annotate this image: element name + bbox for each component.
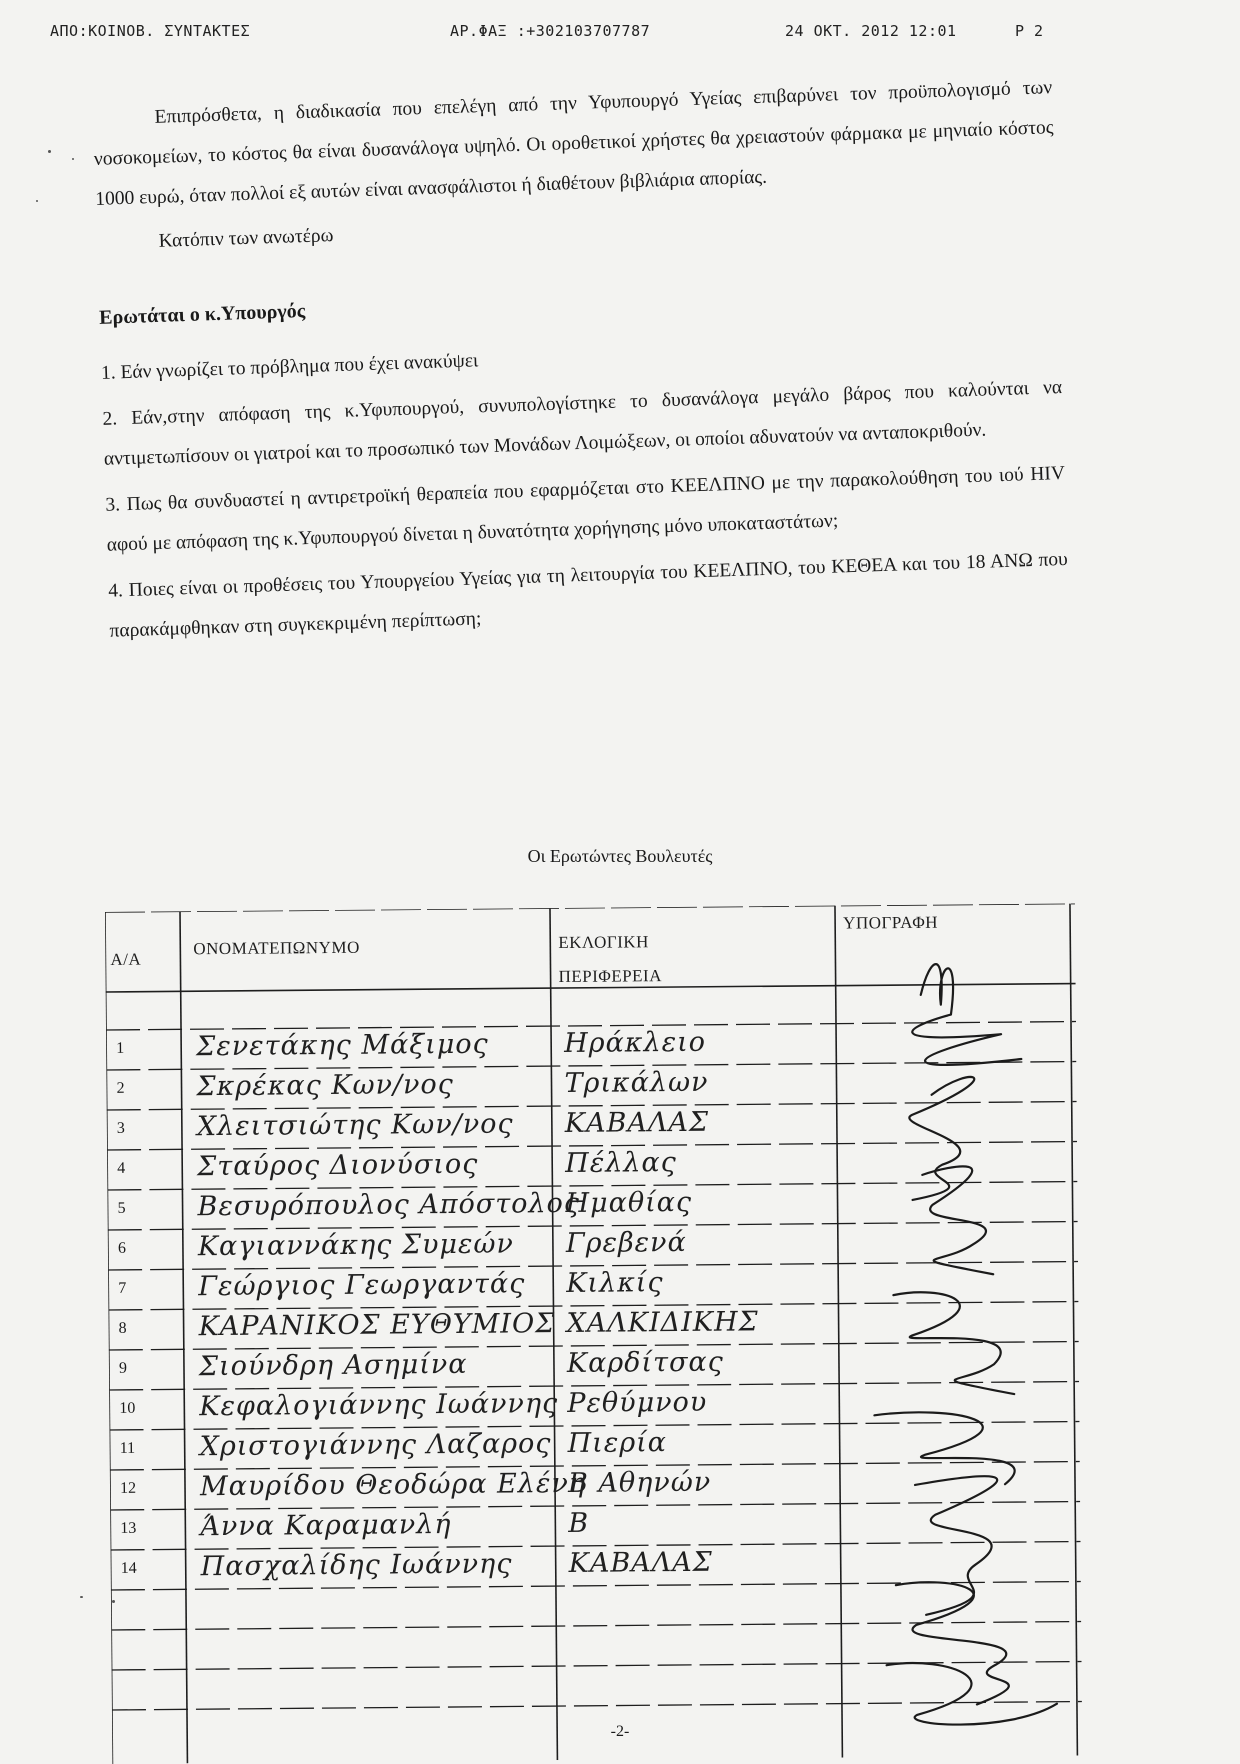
handwritten-region: Πέλλας xyxy=(565,1147,677,1179)
handwritten-region: ΚΑΒΑΛΑΣ xyxy=(568,1546,713,1579)
handwritten-name: Καγιαννάκης Συμεών xyxy=(197,1228,515,1263)
column-header-number: Α/Α xyxy=(110,949,142,969)
handwritten-region: Κιλκίς xyxy=(566,1267,664,1299)
column-header-region-line2: ΠΕΡΙΦΕΡΕΙΑ xyxy=(558,966,663,987)
row-number: 2 xyxy=(116,1079,125,1097)
row-number: 6 xyxy=(117,1239,127,1257)
handwritten-region: Β xyxy=(568,1507,590,1539)
column-header-name: ΟΝΟΜΑΤΕΠΩΝΥΜΟ xyxy=(193,937,360,959)
handwritten-name: Γεώργιος Γεωργαντάς xyxy=(198,1268,526,1303)
column-header-signature: ΥΠΟΓΡΑΦΗ xyxy=(843,912,939,933)
body-paragraph: Επιπρόσθετα, η διαδικασία που επελέγη από την Υφυπουργό Υγείας επιβαρύνει τον προϋπολογισμό των νοσοκομείων, το κόστος θα είναι δυσανάλογα υψηλό. Οι οροθετικοί χρήστες θα χρειαστούν φάρμακα με μηνιαίο κόστος 1000 ευρώ, όταν πολλοί εξ αυτών είναι ανασφάλιστοι ή διαθέτουν βιβλιάρια απορίας. xyxy=(93,77,1054,210)
handwritten-region: Β Αθηνών xyxy=(567,1466,712,1499)
handwritten-region: Γρεβενά xyxy=(565,1226,687,1259)
row-number: 4 xyxy=(117,1159,126,1177)
question-item: 4. Ποιες είναι οι προθέσεις του Υπουργείου Υγείας για τη λειτουργία του ΚΕΕΛΠΝΟ, του ΚΕΘΕΑ και του 18 ΑΝΩ που παρακάμφθηκαν στη συγκεκριμένη περίπτωση; xyxy=(107,548,1069,642)
lead-in: Κατόπιν των ανωτέρω xyxy=(158,225,334,252)
handwritten-name: Σιούνδρη Ασημίνα xyxy=(198,1348,468,1383)
row-number: 7 xyxy=(118,1279,127,1297)
row-number: 3 xyxy=(116,1119,125,1137)
handwritten-region: Ρεθύμνου xyxy=(567,1386,708,1419)
fax-number: ΑΡ.ΦΑΞ :+302103707787 xyxy=(450,22,651,40)
row-number: 12 xyxy=(119,1479,137,1497)
handwritten-name: Χριστογιάννης Λαζαρος xyxy=(199,1428,552,1463)
handwritten-region: ΧΑΛΚΙΔΙΚΗΣ xyxy=(566,1306,759,1339)
handwritten-region: ΚΑΒΑΛΑΣ xyxy=(564,1106,710,1139)
column-header-region-line1: ΕΚΛΟΓΙΚΗ xyxy=(558,932,649,953)
handwritten-name: Μαυρίδου Θεοδώρα Ελένη xyxy=(199,1467,587,1503)
signers-heading: Οι Ερωτώντες Βουλευτές xyxy=(527,846,713,866)
row-number: 10 xyxy=(119,1399,136,1417)
row-number: 9 xyxy=(118,1359,128,1377)
fax-page: Ρ 2 xyxy=(1015,22,1044,40)
handwritten-name: Χλειτσιώτης Κων/νος xyxy=(196,1108,514,1143)
scan-speck xyxy=(72,158,74,160)
question-item: 2. Εάν,στην απόφαση της κ.Υφυπουργού, συνυπολογίστηκε το δυσανάλογα μεγάλο βάρος που καλούνται να αντιμετωπίσουν οι γιατροί και το προσωπικό των Μονάδων Λοιμώξεων, οι οποίοι αδυνατούν να ανταποκριθούν. xyxy=(102,377,1063,470)
handwritten-region: Ηράκλειο xyxy=(564,1026,707,1059)
row-number: 8 xyxy=(118,1319,127,1337)
scan-speck xyxy=(36,200,38,202)
question-item: 1. Εάν γνωρίζει το πρόβλημα που έχει ανακύψει xyxy=(100,350,479,384)
row-number: 5 xyxy=(117,1199,126,1217)
column-header-region xyxy=(558,925,662,994)
question-item: 3. Πως θα συνδυαστεί η αντιρετροϊκή θεραπεία που εφαρμόζεται στο ΚΕΕΛΠΝΟ με την παρακολούθηση του ιού HIV αφού με απόφαση της κ.Υφυπουργού δίνεται η δυνατότητα χορήγησης μόνο υποκαταστάτων; xyxy=(105,462,1066,556)
handwritten-name: Πασχαλίδης Ιωάννης xyxy=(200,1548,513,1583)
signature-scribbles xyxy=(850,944,1082,1752)
handwritten-region: Ημαθίας xyxy=(565,1186,693,1219)
scan-speck xyxy=(48,150,51,153)
handwritten-name: ΚΑΡΑΝΙΚΟΣ ΕΥΘΥΜΙΟΣ xyxy=(198,1308,556,1343)
handwritten-name: Άννα Καραμανλή xyxy=(200,1509,452,1543)
scan-speck xyxy=(80,1596,83,1598)
fax-sender: ΑΠΟ:ΚΟΙΝΟΒ. ΣΥΝΤΑΚΤΕΣ xyxy=(50,22,251,40)
handwritten-name: Σταύρος Διονύσιος xyxy=(197,1148,479,1183)
handwritten-name: Κεφαλογιάννης Ιωάννης xyxy=(199,1388,559,1423)
handwritten-name: Βεσυρόπουλος Απόστολος xyxy=(197,1187,581,1223)
fax-datetime: 24 ΟΚΤ. 2012 12:01 xyxy=(785,22,957,40)
handwritten-region: Πιερία xyxy=(567,1427,668,1459)
row-number: 14 xyxy=(120,1559,137,1577)
handwritten-region: Τρικάλων xyxy=(564,1066,709,1099)
page-number: -2- xyxy=(610,1723,630,1740)
row-number: 11 xyxy=(119,1439,136,1457)
signatures-table xyxy=(105,904,1082,1764)
row-number: 13 xyxy=(120,1519,137,1537)
question-title: Ερωτάται ο κ.Υπουργός xyxy=(98,300,306,329)
document-body xyxy=(92,68,1070,658)
handwritten-region: Καρδίτσας xyxy=(566,1346,724,1379)
handwritten-name: Σενετάκης Μάξιμος xyxy=(196,1028,489,1063)
row-number: 1 xyxy=(116,1039,125,1057)
handwritten-name: Σκρέκας Κων/νος xyxy=(196,1068,454,1103)
